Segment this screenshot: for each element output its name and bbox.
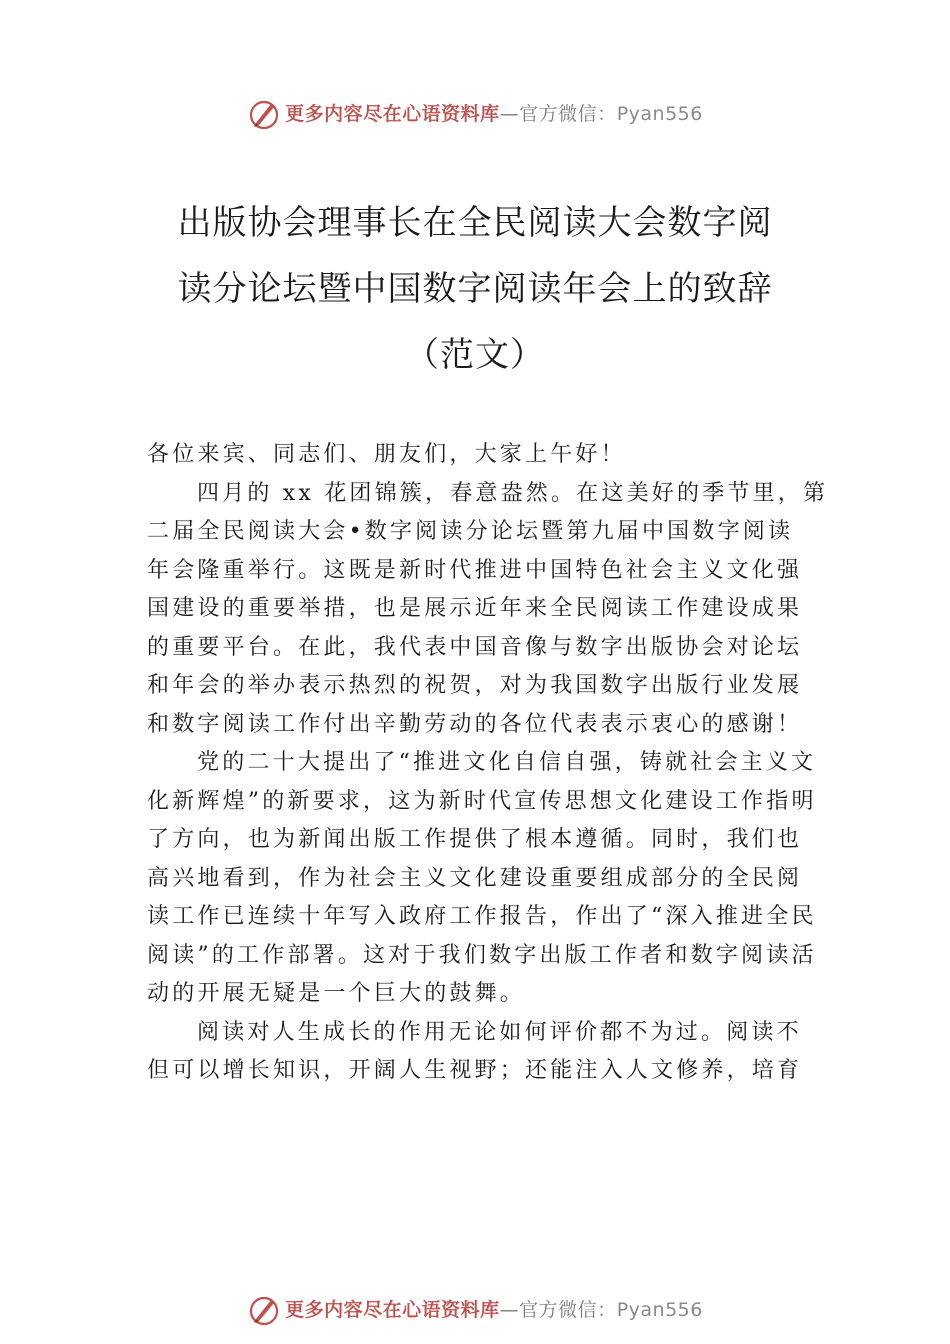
greeting-paragraph: 各位来宾、同志们、朋友们，大家上午好！	[147, 442, 626, 467]
title-line-2: 读分论坛暨中国数字阅读年会上的致辞	[177, 269, 773, 309]
banner-wechat-id: Pyan556	[616, 1298, 703, 1321]
paragraph-1-line-2: 二届全民阅读大会•数字阅读分论坛暨第九届中国数字阅读	[147, 519, 794, 544]
paragraph-2: 党的二十大提出了“推进文化自信自强，铸就社会主义文化新辉煌”的新要求，这为新时代宣传思想文化建设工作指明了方向，也为新闻出版工作提供了根本遵循。同时，我们也高兴地看到，作为社会主义文化建设重要组成部分的全民阅读工作已连续十年写入政府工作报告，作出了“深入推进全民阅读”的工作部署。这对于我们数字出版工作者和数字阅读活动的开展无疑是一个巨大的鼓舞。	[147, 750, 817, 1006]
banner-wechat-id: Pyan556	[616, 102, 703, 125]
banner-wechat-label: —官方微信：	[499, 102, 617, 125]
paragraph-1-line-3: 年会隆重举行。这既是新时代推进中国特色社会主义文化强	[147, 557, 803, 583]
quill-logo-icon	[247, 97, 281, 131]
banner-wechat-label: —官方微信：	[499, 1298, 617, 1321]
header-watermark-banner	[0, 94, 950, 134]
document-title	[0, 190, 950, 388]
banner-library-text: 更多内容尽在心语资料库	[285, 1298, 500, 1321]
paragraph-1-line-1: 四月的 xx 花团锦簇，春意盎然。在这美好的季节里，第	[197, 480, 829, 506]
quill-logo-icon	[247, 1293, 281, 1327]
title-line-1: 出版协会理事长在全民阅读大会数字阅	[177, 203, 773, 243]
document-body	[147, 436, 829, 1091]
footer-watermark-banner	[0, 1290, 950, 1330]
banner-library-text: 更多内容尽在心语资料库	[285, 102, 500, 125]
title-line-3: （范文）	[405, 335, 545, 375]
paragraph-1-continued: 国建设的重要举措，也是展示近年来全民阅读工作建设成果的重要平台。在此，我代表中国音像与数字出版协会对论坛和年会的举办表示热烈的祝贺，对为我国数字出版行业发展和数字阅读工作付出辛勤劳动的各位代表表示衷心的感谢！	[147, 596, 803, 737]
paragraph-3: 阅读对人生成长的作用无论如何评价都不为过。阅读不但可以增长知识，开阔人生视野；还能注入人文修养，培育	[147, 1019, 803, 1083]
